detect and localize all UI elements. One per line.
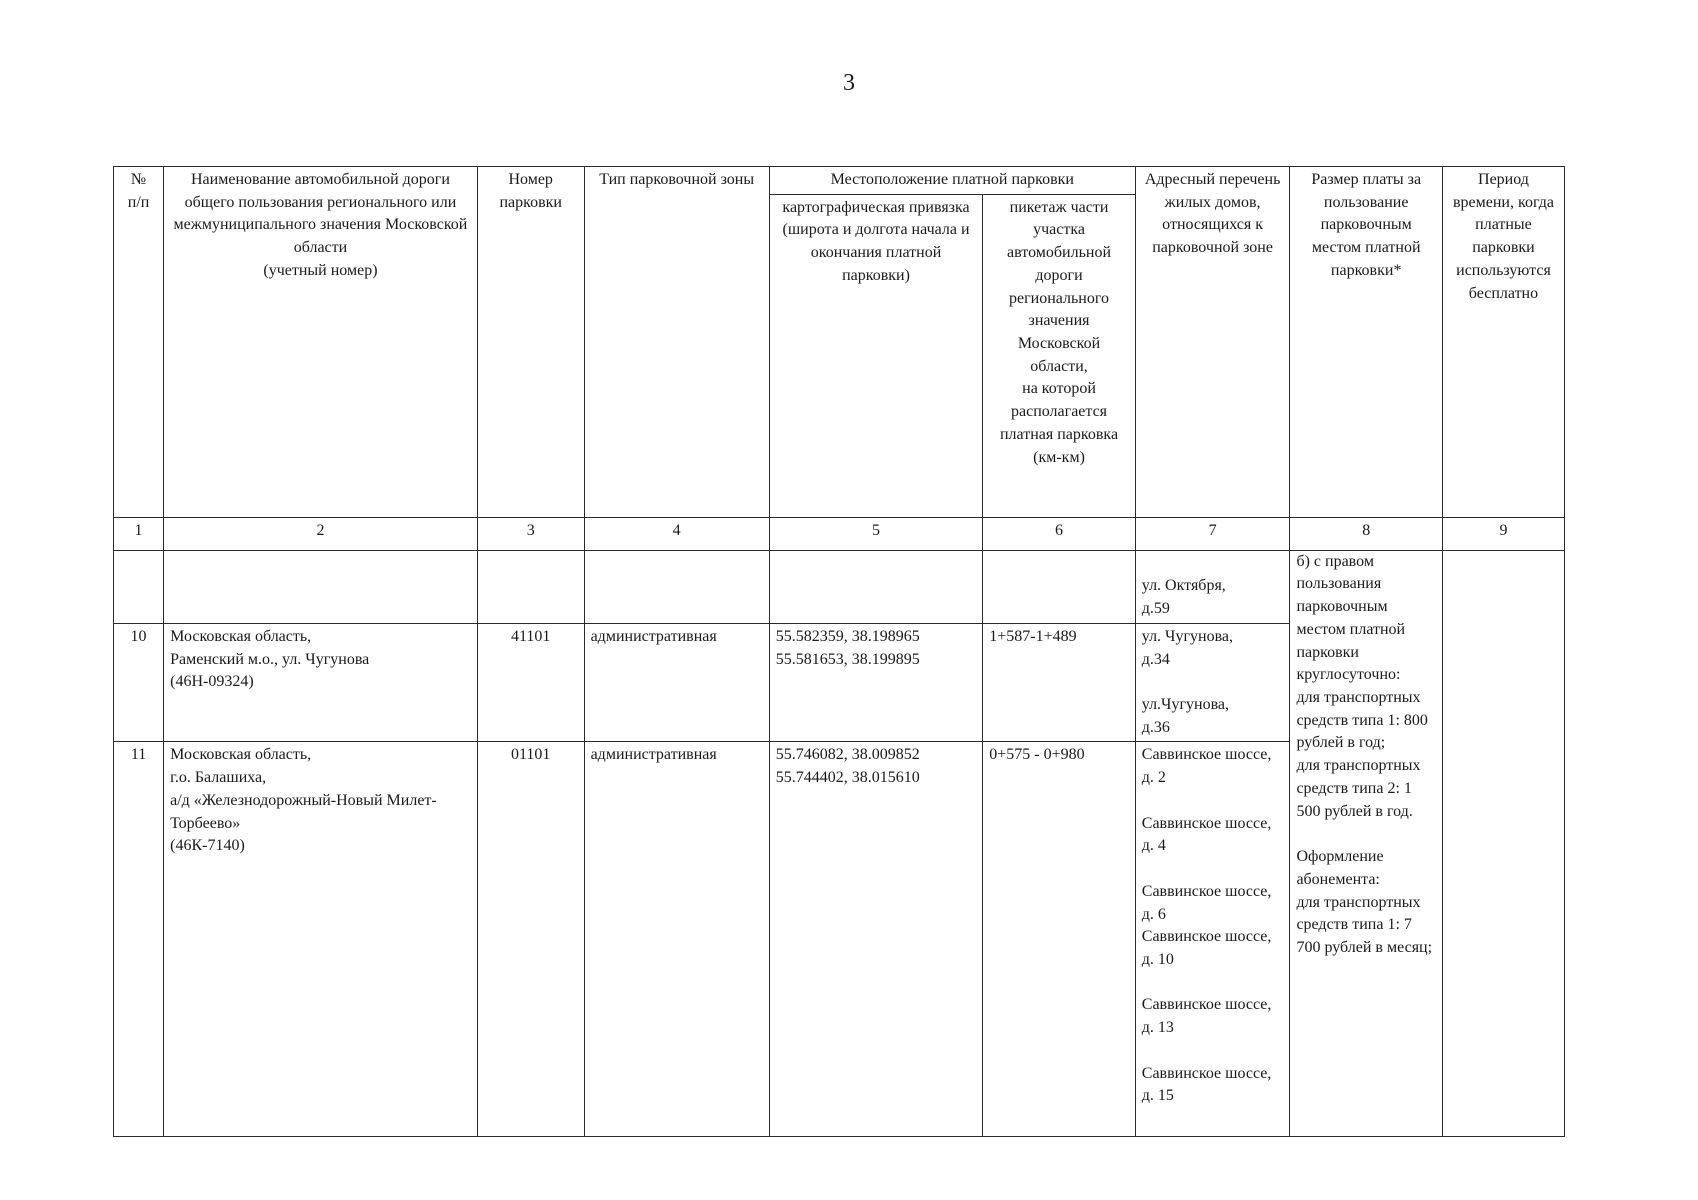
picket: 0+575 - 0+980 xyxy=(983,742,1136,1137)
header-parking-number: Номер парковки xyxy=(477,167,584,518)
header-free-period: Период времени, когда платные парковки используются бесплатно xyxy=(1442,167,1564,518)
column-numbers-row xyxy=(114,517,1565,550)
zone-type: административная xyxy=(584,742,769,1137)
free-period xyxy=(1442,550,1564,1137)
row-number xyxy=(114,550,164,623)
row-number: 11 xyxy=(114,742,164,1137)
parking-number: 01101 xyxy=(477,742,584,1137)
column-number: 4 xyxy=(584,517,769,550)
address-list: ул. Октября, д.59 xyxy=(1135,550,1290,623)
column-number: 1 xyxy=(114,517,164,550)
picket xyxy=(983,550,1136,623)
column-number: 9 xyxy=(1442,517,1564,550)
header-parking-location: Местоположение платной парковки xyxy=(769,167,1135,195)
address-list: Саввинское шоссе, д. 2 Саввинское шоссе, д. 4 Саввинское шоссе, д. 6 Саввинское шоссе, д. 10 Саввинское шоссе, д. 13 Саввинское шоссе, д. 15 xyxy=(1135,742,1290,1137)
header-road-name: Наименование автомобильной дороги общего пользования регионального или межмуниципального значения Московской области (учетный номер) xyxy=(164,167,478,518)
coordinates xyxy=(769,550,983,623)
parking-number: 41101 xyxy=(477,623,584,742)
column-number: 7 xyxy=(1135,517,1290,550)
header-address-list: Адресный перечень жилых домов, относящихся к парковочной зоне xyxy=(1135,167,1290,518)
coordinates: 55.746082, 38.009852 55.744402, 38.015610 xyxy=(769,742,983,1137)
road-name: Московская область, г.о. Балашиха, а/д «Железнодорожный-Новый Милет-Торбеево» (46К-7140) xyxy=(164,742,478,1137)
coordinates: 55.582359, 38.198965 55.581653, 38.199895 xyxy=(769,623,983,742)
header-number: № п/п xyxy=(114,167,164,518)
page-number: 3 xyxy=(843,70,855,96)
column-number: 3 xyxy=(477,517,584,550)
column-number: 6 xyxy=(983,517,1136,550)
column-number: 2 xyxy=(164,517,478,550)
address-list: ул. Чугунова, д.34 ул.Чугунова, д.36 xyxy=(1135,623,1290,742)
picket: 1+587-1+489 xyxy=(983,623,1136,742)
parking-table xyxy=(113,166,1565,1137)
header-coordinates: картографическая привязка (широта и долгота начала и окончания платной парковки) xyxy=(769,194,983,517)
parking-fee: б) с правом пользования парковочным местом платной парковки круглосуточно: для транспортных средств типа 1: 800 рублей в год; для транспортных средств типа 2: 1 500 рублей в год. Оформление абонемента: для транспортных средств типа 1: 7 700 рублей в месяц; xyxy=(1290,550,1443,1137)
header-picket: пикетаж части участка автомобильной дороги регионального значения Московской области, на которой располагается платная парковка (км-км) xyxy=(983,194,1136,517)
parking-number xyxy=(477,550,584,623)
zone-type xyxy=(584,550,769,623)
zone-type: административная xyxy=(584,623,769,742)
header-parking-fee: Размер платы за пользование парковочным местом платной парковки* xyxy=(1290,167,1443,518)
column-number: 5 xyxy=(769,517,983,550)
header-zone-type: Тип парковочной зоны xyxy=(584,167,769,518)
row-number: 10 xyxy=(114,623,164,742)
table-row xyxy=(114,550,1565,623)
column-number: 8 xyxy=(1290,517,1443,550)
road-name xyxy=(164,550,478,623)
road-name: Московская область, Раменский м.о., ул. Чугунова (46Н-09324) xyxy=(164,623,478,742)
